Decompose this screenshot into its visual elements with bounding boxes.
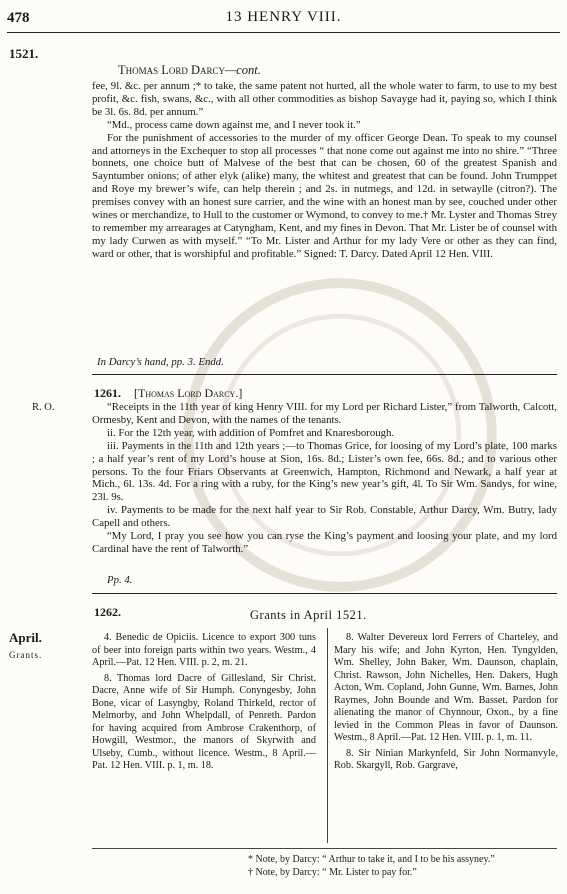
entry-1262-title: Grants in April 1521. xyxy=(250,608,367,622)
entry-divider xyxy=(92,593,557,594)
margin-grants-label: Grants. xyxy=(9,650,43,660)
margin-year: 1521. xyxy=(9,46,39,61)
footnote: * Note, by Darcy: “ Arthur to take it, and I to be his assyney.” xyxy=(248,854,495,865)
running-title: 13 HENRY VIII. xyxy=(225,9,342,25)
grants-left-column xyxy=(92,632,316,776)
section-paragraph: fee, 9l. &c. per annum ;* to take, the same patent not hurted, all the whole water to farm, to use to my best profit, &c. fish, swans, &c., with all other commodities as bishop Savayge had it, paying so, which I think be 3l. 6s. 8d. per annum.” xyxy=(92,80,557,118)
entry-1261-number: 1261. xyxy=(94,386,121,400)
header-rule xyxy=(7,32,560,33)
section-text xyxy=(92,80,557,261)
entry-paragraph: “My Lord, I pray you see how you can ryse the King’s payment and loosing your plate, and my lord Cardinal have the rent of Talworth.” xyxy=(92,530,557,555)
grant-entry: 8. Walter Devereux lord Ferrers of Charteley, and Mary his wife; and John Kyrton, Hen. Tyngylden, Wm. Shelley, John Baker, Wm. Daunson, chaplain, Christ. Rawson, John Nichelles, Hen. Dakers, Hugh Acton, Wm. Copland, John Gunne, Wm. Barnes, John Raymes, John Bounde and Wm. Basset. Pardon for alienating the manor of Chynnour, Oxon., by a fine levied in the Common Pleas in favor of Daunson. Westm., 8 April.—Pat. 12 Hen. VIII. p. 1, m. 11. xyxy=(334,632,558,743)
footnote: † Note, by Darcy: “ Mr. Lister to pay for.” xyxy=(248,866,417,878)
section-reference: In Darcy’s hand, pp. 3. Endd. xyxy=(97,356,224,368)
footnote-rule xyxy=(92,848,557,849)
page-header xyxy=(7,6,560,32)
grant-entry: 4. Benedic de Opiciis. Licence to export 300 tuns of beer into foreign parts within two years. Westm., 4 April.—Pat. 12 Hen. VIII. p. 2, m. 21. xyxy=(92,632,316,668)
margin-month: April. xyxy=(9,630,42,645)
footnotes xyxy=(248,854,495,879)
entry-1262-header xyxy=(94,605,131,620)
entry-1261-title: [Thomas Lord Darcy.] xyxy=(134,386,243,400)
section-title xyxy=(118,63,261,78)
entry-divider xyxy=(92,374,557,375)
entry-paragraph: iv. Payments to be made for the next half year to Sir Rob. Constable, Arthur Darcy, Wm. Butry, lady Capell and others. xyxy=(92,504,557,530)
section-title-cont: —cont. xyxy=(225,63,261,77)
entry-paragraph: ii. For the 12th year, with addition of Pomfret and Knaresborough. xyxy=(107,426,395,439)
entry-1261-header xyxy=(94,386,242,401)
page-number: 478 xyxy=(7,10,30,26)
section-title-name: Thomas Lord Darcy xyxy=(118,63,226,77)
section-paragraph: “Md., process came down against me, and I never took it.” xyxy=(107,118,361,131)
grant-entry: 8. Sir Ninian Markynfeld, Sir John Normanvyle, Rob. Skargyll, Rob. Gargrave, xyxy=(334,747,558,771)
entry-1261-margin-note: R. O. xyxy=(32,402,55,413)
column-rule xyxy=(327,628,328,843)
grants-right-column xyxy=(334,632,558,776)
entry-1262-number: 1262. xyxy=(94,605,121,619)
entry-paragraph: “Receipts in the 11th year of king Henry VIII. for my Lord per Richard Lister,” from Talworth, Calcott, Ormesby, Kent and Devon, with the names of the tenants. xyxy=(92,401,557,426)
entry-paragraph: iii. Payments in the 11th and 12th years ;—to Thomas Grice, for loosing of my Lord’s plate, 100 marks ; a half year’s rent of my Lord’s house at Sion, 16s. 8d.; Lister’s own fee, 66s. 8d.; and to various other persons. To the four Friars Observants at Greenwich, Hampton, Richmond and Newark, a half year at Mich., 6l. 13s. 4d. For a ring with a ruby, for the King’s new year’s gift, 4l. To Sir Wm. Sandys, for wine, 23l. 9s. xyxy=(92,439,557,504)
grant-entry: 8. Thomas lord Dacre of Gillesland, Sir Christ. Dacre, Anne wife of Sir Humph. Conyngesby, John Bone, vicar of Lasyngby, Roland Thirkeld, rector of Melmorby, and John Whelpdall, of Penreth. Pardon for having acquired from Ambrose Crakenthorp, of Howgill, Westmor., the manors of Skyrwith and Ulseby, Cumb., without licence. Westm., 8 April.—Pat. 12 Hen. VIII. p. 1, m. 18. xyxy=(92,672,316,771)
entry-1261-text xyxy=(92,401,557,556)
entry-1261-reference: Pp. 4. xyxy=(107,574,133,586)
section-paragraph: For the punishment of accessories to the murder of my officer George Dean. To speak to my counsel and attorneys in the Exchequer to stop all processes “ that none come out against me into no shire.” “Three bonnets, one choice butt of Malvese of the best that can be chosen, 60 of the greatest Spanish and Sayntumber onions; of ather elyk (alike) many, the whitest and greatest that can be found. John Trumppet and Roye my brewer’s wife, can help therein ; and 2s. in nutmegs, and 12d. in setwaylle (citron?). The premises convey with an honest sure carrier, and the wine with an honest man by see, couched under other wines or merchandize, to Hull to the customer or Wymond, to convey to me.† Mr. Lyster and Thomas Strey to remember my arrearages at Catyngham, Kent, and my fines in Devon. That Mr. Lister be of counsel with my lady Curwen as with myself.” “To Mr. Lister and Arthur for my lady Vere or other as they can find, ward or other, that is worshipful and profitable.” Signed: T. Darcy. Dated April 12 Hen. VIII. xyxy=(92,131,557,260)
